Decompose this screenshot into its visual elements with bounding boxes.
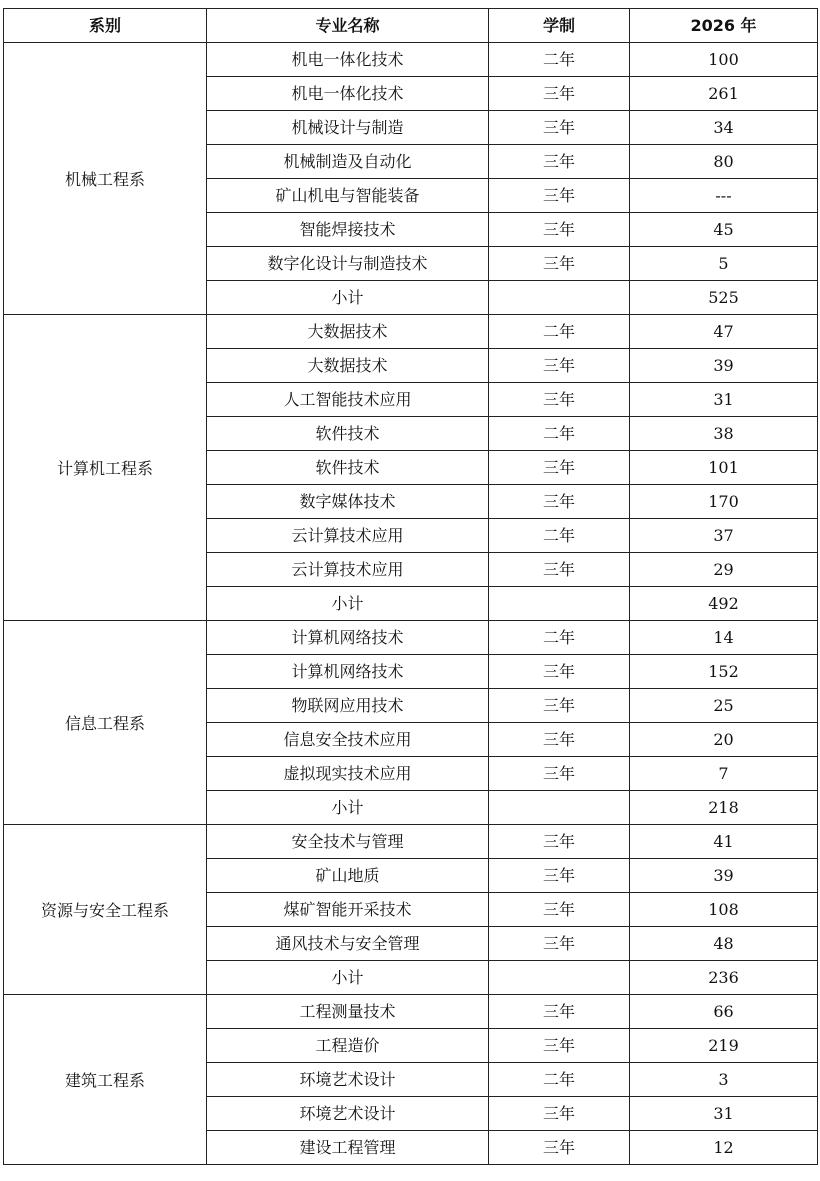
table-row — [4, 621, 818, 655]
subtotal-duration-empty — [489, 961, 630, 995]
major-cell: 数字化设计与制造技术 — [207, 247, 489, 281]
count-cell: 29 — [630, 553, 818, 587]
major-cell: 工程测量技术 — [207, 995, 489, 1029]
duration-cell: 三年 — [489, 451, 630, 485]
major-cell: 计算机网络技术 — [207, 621, 489, 655]
major-cell: 云计算技术应用 — [207, 519, 489, 553]
count-cell: 20 — [630, 723, 818, 757]
count-cell: 5 — [630, 247, 818, 281]
major-cell: 云计算技术应用 — [207, 553, 489, 587]
duration-cell: 二年 — [489, 315, 630, 349]
count-cell: 38 — [630, 417, 818, 451]
count-cell: 108 — [630, 893, 818, 927]
count-cell: 12 — [630, 1131, 818, 1165]
major-cell: 机械设计与制造 — [207, 111, 489, 145]
major-cell: 大数据技术 — [207, 349, 489, 383]
duration-cell: 三年 — [489, 655, 630, 689]
duration-cell: 三年 — [489, 757, 630, 791]
enrollment-table — [3, 8, 818, 1165]
subtotal-count: 525 — [630, 281, 818, 315]
duration-cell: 三年 — [489, 111, 630, 145]
major-cell: 人工智能技术应用 — [207, 383, 489, 417]
subtotal-count: 218 — [630, 791, 818, 825]
duration-cell: 三年 — [489, 179, 630, 213]
duration-cell: 三年 — [489, 553, 630, 587]
count-cell: 31 — [630, 1097, 818, 1131]
major-cell: 建设工程管理 — [207, 1131, 489, 1165]
duration-cell: 三年 — [489, 689, 630, 723]
major-cell: 机电一体化技术 — [207, 43, 489, 77]
duration-cell: 三年 — [489, 77, 630, 111]
department-cell: 建筑工程系 — [4, 995, 207, 1165]
count-cell: 7 — [630, 757, 818, 791]
major-cell: 矿山机电与智能装备 — [207, 179, 489, 213]
major-cell: 物联网应用技术 — [207, 689, 489, 723]
duration-cell: 三年 — [489, 247, 630, 281]
major-cell: 煤矿智能开采技术 — [207, 893, 489, 927]
header-row — [4, 9, 818, 43]
duration-cell: 三年 — [489, 349, 630, 383]
count-cell: 3 — [630, 1063, 818, 1097]
count-cell: 219 — [630, 1029, 818, 1063]
duration-cell: 三年 — [489, 927, 630, 961]
duration-cell: 三年 — [489, 213, 630, 247]
count-cell: 41 — [630, 825, 818, 859]
header-duration: 学制 — [489, 9, 630, 43]
count-cell: 39 — [630, 859, 818, 893]
count-cell: 170 — [630, 485, 818, 519]
count-cell: --- — [630, 179, 818, 213]
count-cell: 14 — [630, 621, 818, 655]
major-cell: 环境艺术设计 — [207, 1063, 489, 1097]
major-cell: 信息安全技术应用 — [207, 723, 489, 757]
count-cell: 39 — [630, 349, 818, 383]
major-cell: 机电一体化技术 — [207, 77, 489, 111]
duration-cell: 二年 — [489, 621, 630, 655]
major-cell: 环境艺术设计 — [207, 1097, 489, 1131]
major-cell: 矿山地质 — [207, 859, 489, 893]
table-row — [4, 995, 818, 1029]
count-cell: 45 — [630, 213, 818, 247]
duration-cell: 三年 — [489, 723, 630, 757]
count-cell: 100 — [630, 43, 818, 77]
subtotal-count: 236 — [630, 961, 818, 995]
table-row — [4, 315, 818, 349]
duration-cell: 二年 — [489, 519, 630, 553]
duration-cell: 二年 — [489, 417, 630, 451]
major-cell: 智能焊接技术 — [207, 213, 489, 247]
count-cell: 261 — [630, 77, 818, 111]
subtotal-label: 小计 — [207, 281, 489, 315]
major-cell: 计算机网络技术 — [207, 655, 489, 689]
duration-cell: 三年 — [489, 485, 630, 519]
subtotal-count: 492 — [630, 587, 818, 621]
major-cell: 虚拟现实技术应用 — [207, 757, 489, 791]
count-cell: 34 — [630, 111, 818, 145]
count-cell: 48 — [630, 927, 818, 961]
department-cell: 机械工程系 — [4, 43, 207, 315]
count-cell: 31 — [630, 383, 818, 417]
major-cell: 机械制造及自动化 — [207, 145, 489, 179]
duration-cell: 三年 — [489, 825, 630, 859]
major-cell: 大数据技术 — [207, 315, 489, 349]
major-cell: 工程造价 — [207, 1029, 489, 1063]
subtotal-duration-empty — [489, 587, 630, 621]
count-cell: 66 — [630, 995, 818, 1029]
subtotal-duration-empty — [489, 281, 630, 315]
subtotal-label: 小计 — [207, 587, 489, 621]
header-major: 专业名称 — [207, 9, 489, 43]
count-cell: 80 — [630, 145, 818, 179]
department-cell: 信息工程系 — [4, 621, 207, 825]
header-year-2026: 2026 年 — [630, 9, 818, 43]
table-row — [4, 825, 818, 859]
duration-cell: 三年 — [489, 859, 630, 893]
duration-cell: 三年 — [489, 383, 630, 417]
count-cell: 101 — [630, 451, 818, 485]
duration-cell: 三年 — [489, 145, 630, 179]
subtotal-label: 小计 — [207, 961, 489, 995]
department-cell: 资源与安全工程系 — [4, 825, 207, 995]
duration-cell: 二年 — [489, 43, 630, 77]
table-row — [4, 43, 818, 77]
duration-cell: 三年 — [489, 1131, 630, 1165]
duration-cell: 二年 — [489, 1063, 630, 1097]
duration-cell: 三年 — [489, 893, 630, 927]
major-cell: 软件技术 — [207, 451, 489, 485]
department-cell: 计算机工程系 — [4, 315, 207, 621]
subtotal-duration-empty — [489, 791, 630, 825]
major-cell: 通风技术与安全管理 — [207, 927, 489, 961]
table-header — [4, 9, 818, 43]
table-body — [4, 43, 818, 1165]
count-cell: 47 — [630, 315, 818, 349]
subtotal-label: 小计 — [207, 791, 489, 825]
count-cell: 25 — [630, 689, 818, 723]
header-department: 系别 — [4, 9, 207, 43]
duration-cell: 三年 — [489, 1029, 630, 1063]
major-cell: 软件技术 — [207, 417, 489, 451]
count-cell: 37 — [630, 519, 818, 553]
count-cell: 152 — [630, 655, 818, 689]
major-cell: 数字媒体技术 — [207, 485, 489, 519]
duration-cell: 三年 — [489, 995, 630, 1029]
duration-cell: 三年 — [489, 1097, 630, 1131]
major-cell: 安全技术与管理 — [207, 825, 489, 859]
